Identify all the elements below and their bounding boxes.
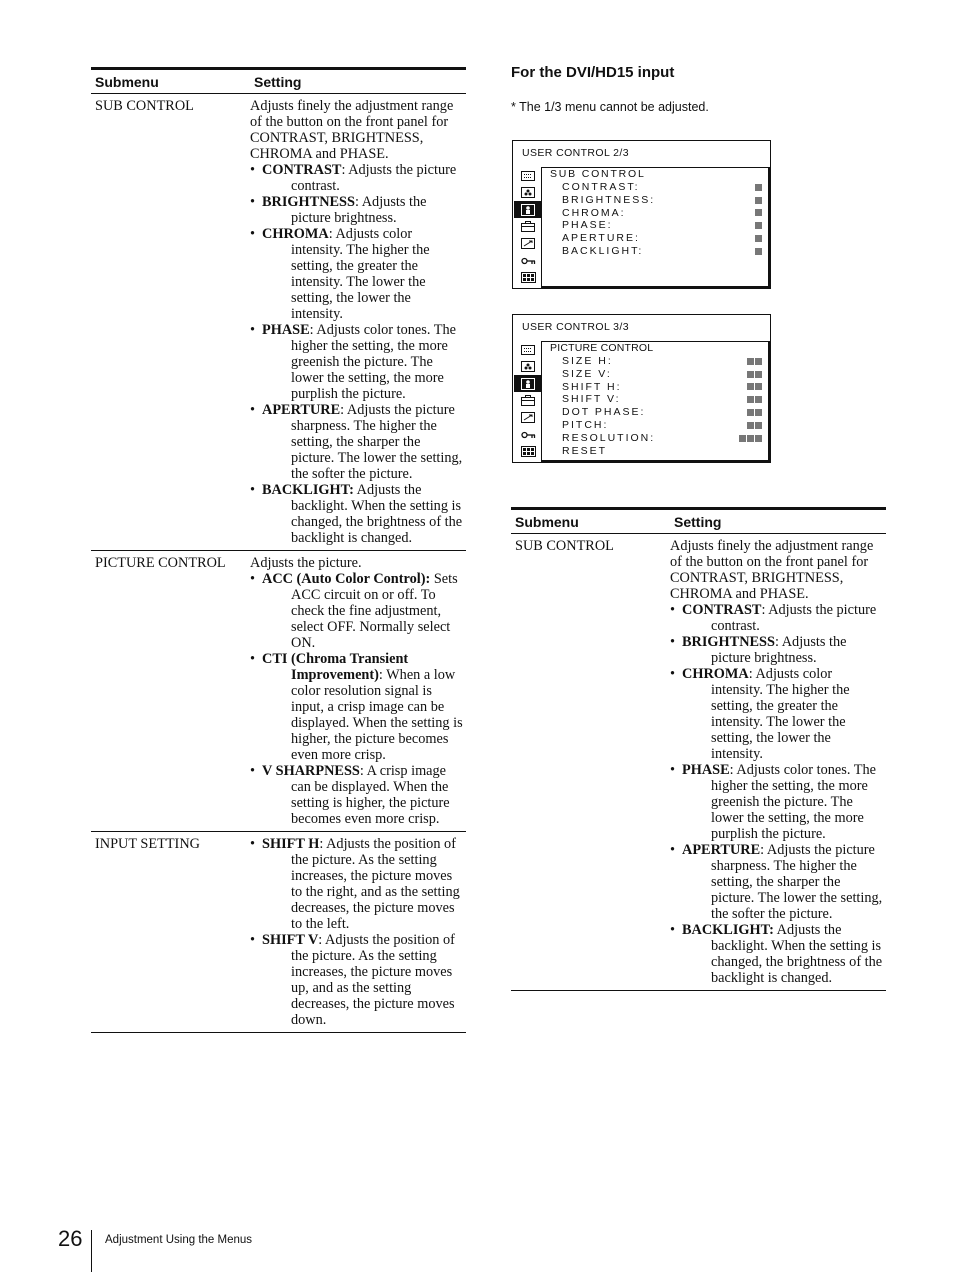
lang-icon[interactable] <box>514 269 542 286</box>
osd-value-indicator <box>755 219 762 232</box>
bullet-icon: • <box>250 836 256 852</box>
setting-bullet <box>670 922 886 986</box>
value-square <box>747 383 754 390</box>
bullet-text: : Adjusts the picture sharpness. The higher the setting, the sharper the picture. The lower the setting, the softer the picture. <box>291 402 463 482</box>
osd-title: USER CONTROL 2/3 <box>522 147 629 159</box>
setting-bullet <box>250 651 466 763</box>
value-square <box>755 396 762 403</box>
bullet-text: : Adjusts the picture sharpness. The higher the setting, the sharper the picture. The lower the setting, the softer the picture. <box>711 842 883 922</box>
setting-bullet <box>250 322 466 402</box>
osd-menu-item[interactable] <box>542 419 768 432</box>
value-square <box>747 371 754 378</box>
bullet-term: CONTRAST <box>262 162 342 178</box>
bullet-icon: • <box>670 762 676 778</box>
bullet-term: BACKLIGHT: <box>682 922 774 938</box>
osd-item-label: CONTRAST: <box>562 181 640 193</box>
osd-screen-user-control-3 <box>512 314 771 463</box>
table-row <box>91 551 466 832</box>
setting-bullet <box>250 194 466 226</box>
setting-bullet <box>250 571 466 651</box>
osd-value-indicator <box>755 181 762 194</box>
bullet-content <box>682 666 886 762</box>
bullet-icon: • <box>670 666 676 682</box>
setting-description: Adjusts the picture. <box>250 555 362 571</box>
bullet-content <box>262 763 466 827</box>
osd-menu-item[interactable] <box>542 232 768 245</box>
bullet-text: : Adjusts the picture contrast. <box>711 602 877 634</box>
osd-value-indicator <box>747 419 762 432</box>
setting-bullet <box>250 932 466 1028</box>
bullet-text: : Adjusts the picture contrast. <box>291 162 457 194</box>
osd-value-indicator <box>755 194 762 207</box>
key-icon[interactable] <box>514 252 542 269</box>
bullet-content <box>262 571 466 651</box>
bullet-term: ACC (Auto Color Control): <box>262 571 431 587</box>
header-setting: Setting <box>674 514 722 530</box>
submenu-cell: INPUT SETTING <box>95 836 200 852</box>
value-square <box>755 197 762 204</box>
osd-title: USER CONTROL 3/3 <box>522 321 629 333</box>
bullet-text: : Adjusts the position of the picture. As the setting increases, the picture moves up, and as the setting decreases, the picture moves down. <box>291 932 455 1028</box>
value-square <box>755 209 762 216</box>
osd-menu-item[interactable] <box>542 432 768 445</box>
note-text: * The 1/3 menu cannot be adjusted. <box>511 100 709 114</box>
bullet-icon: • <box>250 226 256 242</box>
bullet-content <box>262 162 466 194</box>
bullet-text: : When a low color resolution signal is input, a crisp image can be displayed. When the setting is higher, the picture becomes even more crisp. <box>291 667 463 763</box>
bullet-content <box>262 932 466 1028</box>
value-square <box>747 396 754 403</box>
setting-bullet <box>670 842 886 922</box>
left-settings-table <box>91 67 466 1033</box>
value-square <box>755 409 762 416</box>
adjust-icon[interactable] <box>514 409 542 426</box>
setting-bullet <box>250 482 466 546</box>
bullet-term: APERTURE <box>262 402 341 418</box>
bullet-term: APERTURE <box>682 842 761 858</box>
value-square <box>747 422 754 429</box>
osd-menu-item[interactable] <box>542 381 768 394</box>
value-square <box>747 435 754 442</box>
bullet-icon: • <box>250 932 256 948</box>
bullet-content <box>262 651 466 763</box>
osd-item-label: BRIGHTNESS: <box>562 193 656 206</box>
osd-menu-item[interactable] <box>542 445 768 458</box>
value-square <box>755 435 762 442</box>
bullet-icon: • <box>250 322 256 338</box>
bullet-term: CHROMA <box>262 226 329 242</box>
osd-item-label: APERTURE: <box>562 232 640 245</box>
osd-value-indicator <box>747 355 762 368</box>
osd-value-indicator <box>747 381 762 394</box>
osd-menu-item[interactable] <box>542 181 768 194</box>
bullet-text: : Adjusts color intensity. The higher the setting, the greater the intensity. The lower the setting, the lower the intensity. <box>291 226 430 322</box>
value-square <box>747 409 754 416</box>
osd-menu-item[interactable] <box>542 219 768 232</box>
osd-item-label: SIZE H: <box>562 355 613 367</box>
value-square <box>755 422 762 429</box>
osd-menu-item[interactable] <box>542 393 768 406</box>
osd-menu-item[interactable] <box>542 194 768 207</box>
osd-value-indicator <box>747 406 762 419</box>
bullet-icon: • <box>250 194 256 210</box>
table-row <box>91 94 466 551</box>
setting-bullet <box>250 836 466 932</box>
value-square <box>747 358 754 365</box>
bullet-icon: • <box>670 602 676 618</box>
setting-bullet <box>250 226 466 322</box>
lang-icon[interactable] <box>514 443 542 460</box>
key-icon[interactable] <box>514 426 542 443</box>
bullet-text: : Adjusts color tones. The higher the setting, the more greenish the picture. The lower the setting, the more purplish the picture. <box>711 762 876 842</box>
setting-bullet <box>670 762 886 842</box>
value-square <box>755 248 762 255</box>
setting-cell <box>250 98 466 546</box>
value-square <box>739 435 746 442</box>
osd-item-label: SHIFT V: <box>562 393 621 406</box>
osd-menu-item[interactable] <box>542 245 768 258</box>
osd-value-indicator <box>755 207 762 220</box>
bullet-text: : Adjusts the position of the picture. As the setting increases, the picture moves to the right, and as the setting decreases, the picture moves to the left. <box>291 836 460 932</box>
osd-item-label: DOT PHASE: <box>562 406 646 419</box>
bullet-content <box>262 836 466 932</box>
bullet-content <box>262 226 466 322</box>
bullet-text: Adjusts the backlight. When the setting is changed, the brightness of the backlight is changed. <box>291 482 463 546</box>
value-square <box>755 222 762 229</box>
osd-panel-title: PICTURE CONTROL <box>550 342 654 354</box>
osd-item-label: PITCH: <box>562 418 609 431</box>
person-icon[interactable] <box>514 201 542 218</box>
bullet-term: SHIFT V <box>262 932 319 948</box>
bullet-icon: • <box>670 634 676 650</box>
bullet-term: PHASE <box>682 762 730 778</box>
value-square <box>755 184 762 191</box>
bullet-term: BRIGHTNESS <box>262 194 355 210</box>
bullet-term: SHIFT H <box>262 836 320 852</box>
osd-item-label: RESOLUTION: <box>562 431 656 444</box>
toolbox-icon[interactable] <box>514 218 542 235</box>
table-header <box>91 67 466 94</box>
osd-item-label: SIZE V: <box>562 367 612 380</box>
bullet-icon: • <box>250 402 256 418</box>
color-icon[interactable] <box>514 184 542 201</box>
right-settings-table <box>511 507 886 991</box>
osd-value-indicator <box>755 232 762 245</box>
header-submenu: Submenu <box>95 74 159 90</box>
osd-menu-item[interactable] <box>542 355 768 368</box>
bullet-icon: • <box>250 651 256 667</box>
osd-item-label: RESET <box>562 444 608 457</box>
submenu-cell: SUB CONTROL <box>515 538 614 554</box>
setting-bullet <box>670 634 886 666</box>
setting-description: Adjusts finely the adjustment range of the button on the front panel for CONTRAST, BRIGHTNESS, CHROMA and PHASE. <box>250 98 454 162</box>
setting-cell <box>250 836 466 1028</box>
person-icon[interactable] <box>514 375 542 392</box>
setting-bullet <box>250 763 466 827</box>
osd-icon-column <box>514 341 542 460</box>
bullet-content <box>682 842 886 922</box>
bullet-content <box>262 402 466 482</box>
header-setting: Setting <box>254 74 302 90</box>
value-square <box>755 383 762 390</box>
bullet-icon: • <box>250 763 256 779</box>
osd-panel-title: SUB CONTROL <box>550 168 646 180</box>
osd-panel <box>541 341 770 462</box>
bullet-content <box>682 922 886 986</box>
bullet-content <box>682 634 886 666</box>
osd-panel <box>541 167 770 288</box>
table-row <box>511 534 886 991</box>
bullet-content <box>262 482 466 546</box>
adjust-icon[interactable] <box>514 235 542 252</box>
bullet-text: Sets ACC circuit on or off. To check the fine adjustment, select OFF. Normally select ON. <box>291 571 458 651</box>
setting-cell <box>670 538 886 986</box>
osd-value-indicator <box>747 368 762 381</box>
footer-section-title: Adjustment Using the Menus <box>105 1234 253 1246</box>
section-heading: For the DVI/HD15 input <box>511 64 675 81</box>
bullet-text: Adjusts the backlight. When the setting is changed, the brightness of the backlight is changed. <box>711 922 883 986</box>
osd-item-label: PHASE: <box>562 219 613 232</box>
setting-bullet <box>250 162 466 194</box>
osd-value-indicator <box>739 432 762 445</box>
osd-value-indicator <box>747 393 762 406</box>
setting-bullet <box>670 666 886 762</box>
osd-item-label: BACKLIGHT: <box>562 244 644 257</box>
bullet-term: BRIGHTNESS <box>682 634 775 650</box>
osd-item-label: SHIFT H: <box>562 380 622 393</box>
osd-menu-item[interactable] <box>542 207 768 220</box>
value-square <box>755 358 762 365</box>
submenu-cell: PICTURE CONTROL <box>95 555 226 571</box>
header-submenu: Submenu <box>515 514 579 530</box>
bullet-icon: • <box>250 571 256 587</box>
osd-menu-item[interactable] <box>542 406 768 419</box>
table-header <box>511 507 886 534</box>
bullet-icon: • <box>250 162 256 178</box>
bullet-content <box>262 194 466 226</box>
bullet-text: : Adjusts the picture brightness. <box>711 634 847 666</box>
signal-grid-icon[interactable] <box>514 167 542 184</box>
osd-value-indicator <box>755 245 762 258</box>
bullet-icon: • <box>670 842 676 858</box>
bullet-content <box>262 322 466 402</box>
bullet-term: CONTRAST <box>682 602 762 618</box>
submenu-cell: SUB CONTROL <box>95 98 194 114</box>
toolbox-icon[interactable] <box>514 392 542 409</box>
bullet-icon: • <box>670 922 676 938</box>
footer-divider <box>91 1230 92 1272</box>
value-square <box>755 371 762 378</box>
table-row <box>91 832 466 1033</box>
osd-icon-column <box>514 167 542 286</box>
value-square <box>755 235 762 242</box>
color-icon[interactable] <box>514 358 542 375</box>
bullet-term: CTI (Chroma Transient Improvement) <box>262 651 409 683</box>
bullet-text: : A crisp image can be displayed. When the setting is higher, the picture becomes even more crisp. <box>291 763 450 827</box>
bullet-text: : Adjusts color intensity. The higher the setting, the greater the intensity. The lower the setting, the lower the intensity. <box>711 666 850 762</box>
bullet-content <box>682 762 886 842</box>
bullet-term: V SHARPNESS <box>262 763 360 779</box>
signal-grid-icon[interactable] <box>514 341 542 358</box>
setting-cell <box>250 555 466 827</box>
bullet-term: CHROMA <box>682 666 749 682</box>
bullet-text: : Adjusts the picture brightness. <box>291 194 427 226</box>
bullet-icon: • <box>250 482 256 498</box>
bullet-content <box>682 602 886 634</box>
osd-menu-item[interactable] <box>542 368 768 381</box>
page-number: 26 <box>58 1226 83 1251</box>
osd-screen-user-control-2 <box>512 140 771 289</box>
bullet-text: : Adjusts color tones. The higher the setting, the more greenish the picture. The lower the setting, the more purplish the picture. <box>291 322 456 402</box>
setting-bullet <box>250 402 466 482</box>
bullet-term: BACKLIGHT: <box>262 482 354 498</box>
setting-bullet <box>670 602 886 634</box>
setting-description: Adjusts finely the adjustment range of the button on the front panel for CONTRAST, BRIGHTNESS, CHROMA and PHASE. <box>670 538 874 602</box>
bullet-term: PHASE <box>262 322 310 338</box>
osd-item-label: CHROMA: <box>562 206 626 219</box>
